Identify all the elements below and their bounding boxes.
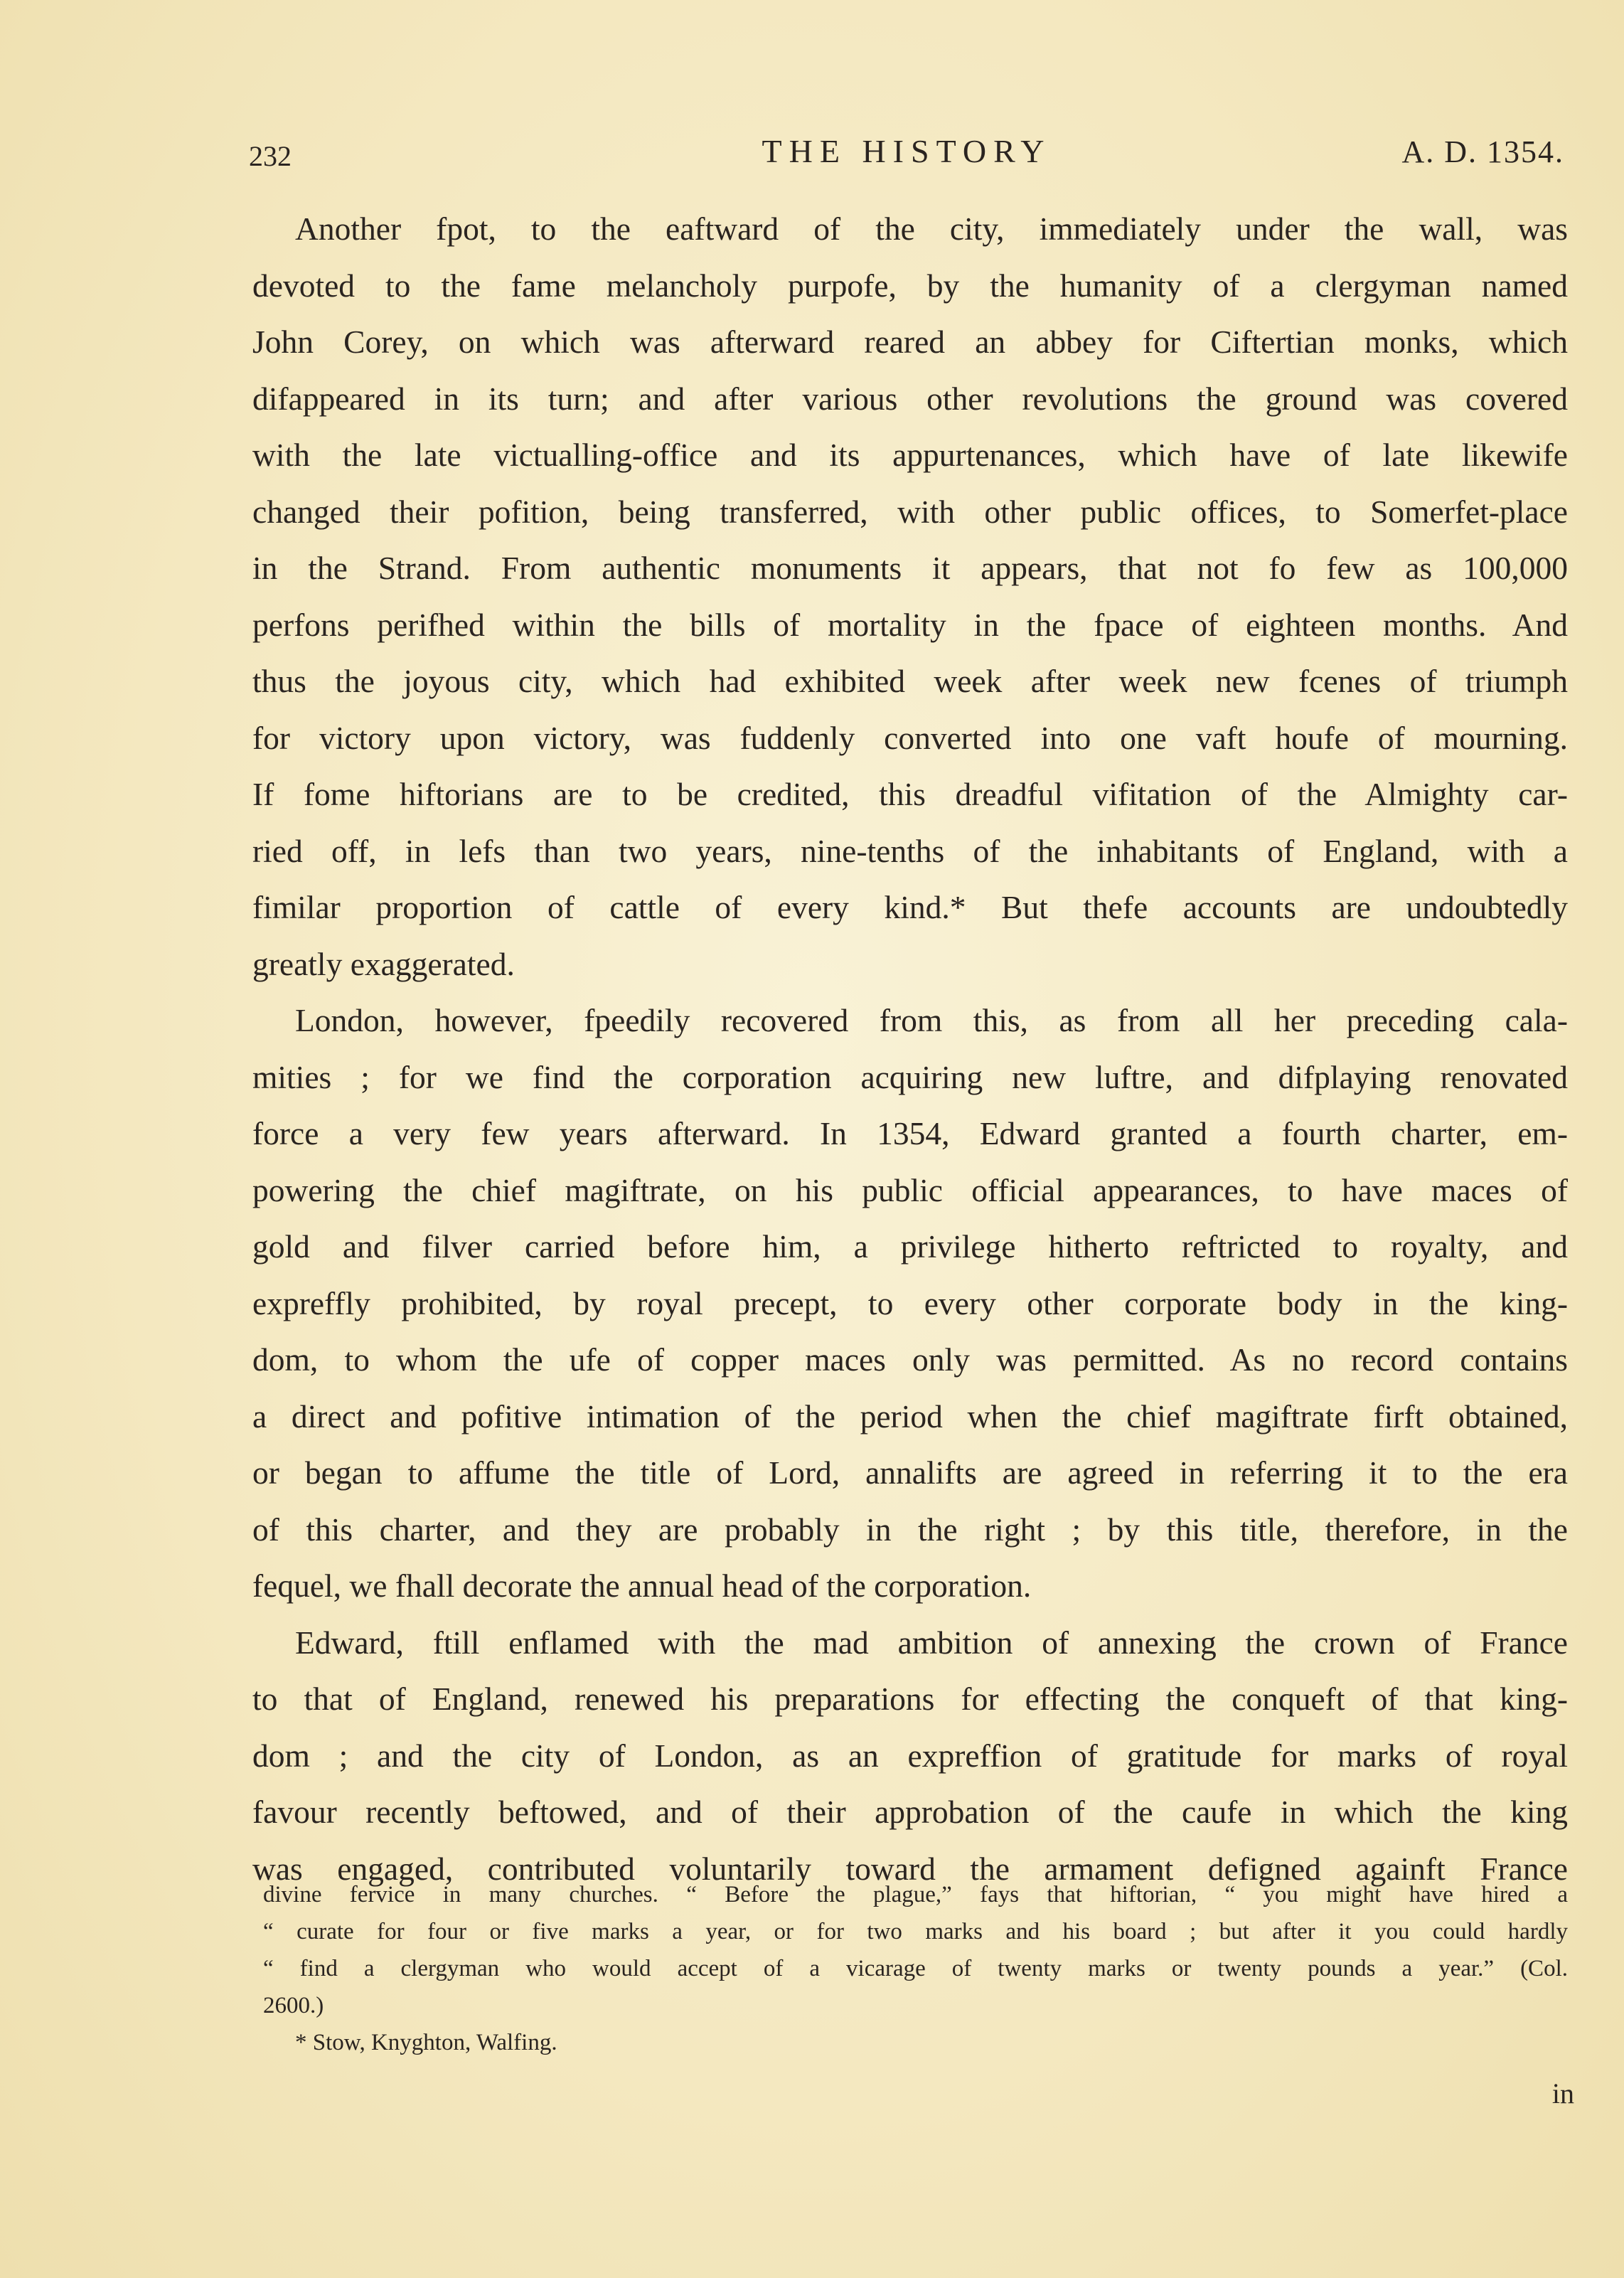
running-title: THE HISTORY — [762, 133, 1052, 169]
footnotes — [263, 1876, 1568, 2061]
text-line: greatly exaggerated. — [252, 945, 515, 982]
text-line: John Corey, on which was afterward reared an abbey for Ciftertian monks, which — [252, 324, 1568, 360]
text-line: If fome hiftorians are to be credited, this dreadful vifitation of the Almighty car- — [252, 776, 1568, 812]
page-number: 232 — [249, 140, 292, 172]
text-line: fequel, we fhall decorate the annual head of the corporation. — [252, 1568, 1032, 1604]
footnote-line: 2600.) — [263, 1993, 324, 2018]
text-line: perfons perifhed within the bills of mortality in the fpace of eighteen months. And — [252, 606, 1568, 643]
main-text — [252, 201, 1568, 1897]
text-line: was engaged, contributed voluntarily toward the armament defigned againft France — [252, 1850, 1568, 1887]
text-line: expreffly prohibited, by royal precept, to every other corporate body in the king- — [252, 1284, 1568, 1321]
text-line: dom ; and the city of London, as an expreffion of gratitude for marks of royal — [252, 1737, 1568, 1774]
text-line: for victory upon victory, was fuddenly converted into one vaft houfe of mourning. — [252, 719, 1568, 756]
footnote-line: divine fervice in many churches. “ Before the plague,” fays that hiftorian, “ you might have hired a — [263, 1882, 1568, 1907]
text-line: in the Strand. From authentic monuments it appears, that not fo few as 100,000 — [252, 550, 1568, 586]
footnote-line: “ find a clergyman who would accept of a vicarage of twenty marks or twenty pounds a year.” (Col. — [263, 1956, 1568, 1981]
text-line: a direct and pofitive intimation of the period when the chief magiftrate firft obtained, — [252, 1398, 1568, 1435]
text-line: powering the chief magiftrate, on his public official appearances, to have maces of — [252, 1171, 1568, 1208]
text-line: with the late victualling-office and its appurtenances, which have of late likewife — [252, 437, 1568, 473]
page-header — [249, 132, 1564, 182]
text-line: changed their pofition, being transferred, with other public offices, to Somerfet-place — [252, 493, 1568, 530]
text-line: mities ; for we find the corporation acquiring new luftre, and difplaying renovated — [252, 1058, 1568, 1095]
text-line: ried off, in lefs than two years, nine-tenths of the inhabitants of England, with a — [252, 832, 1568, 869]
text-line: favour recently beftowed, and of their approbation of the caufe in which the king — [252, 1794, 1568, 1830]
text-line: London, however, fpeedily recovered from this, as from all her preceding cala- — [295, 1002, 1568, 1038]
text-line: thus the joyous city, which had exhibited week after week new fcenes of triumph — [252, 663, 1568, 699]
running-date: A. D. 1354. — [1401, 134, 1564, 169]
footnote-reference: * Stow, Knyghton, Walfing. — [295, 2030, 557, 2055]
text-line: fimilar proportion of cattle of every kind.* But thefe accounts are undoubtedly — [252, 889, 1568, 925]
text-line: devoted to the fame melancholy purpofe, by the humanity of a clergyman named — [252, 267, 1568, 304]
text-line: to that of England, renewed his preparations for effecting the conqueft of that king- — [252, 1681, 1568, 1717]
text-line: Edward, ftill enflamed with the mad ambition of annexing the crown of France — [295, 1624, 1568, 1661]
text-line: dom, to whom the ufe of copper maces only was permitted. As no record contains — [252, 1341, 1568, 1378]
text-line: gold and filver carried before him, a privilege hitherto reftricted to royalty, and — [252, 1228, 1568, 1265]
text-line: of this charter, and they are probably in the right ; by this title, therefore, in the — [252, 1511, 1568, 1548]
text-line: force a very few years afterward. In 1354, Edward granted a fourth charter, em- — [252, 1115, 1568, 1151]
catchword: in — [1551, 2077, 1574, 2109]
text-line: or began to affume the title of Lord, annalifts are agreed in referring it to the era — [252, 1454, 1568, 1491]
text-line: difappeared in its turn; and after various other revolutions the ground was covered — [252, 380, 1568, 417]
footnote-line: “ curate for four or five marks a year, or for two marks and his board ; but after it you could hardly — [263, 1919, 1568, 1944]
text-line: Another fpot, to the eaftward of the city, immediately under the wall, was — [295, 211, 1568, 247]
